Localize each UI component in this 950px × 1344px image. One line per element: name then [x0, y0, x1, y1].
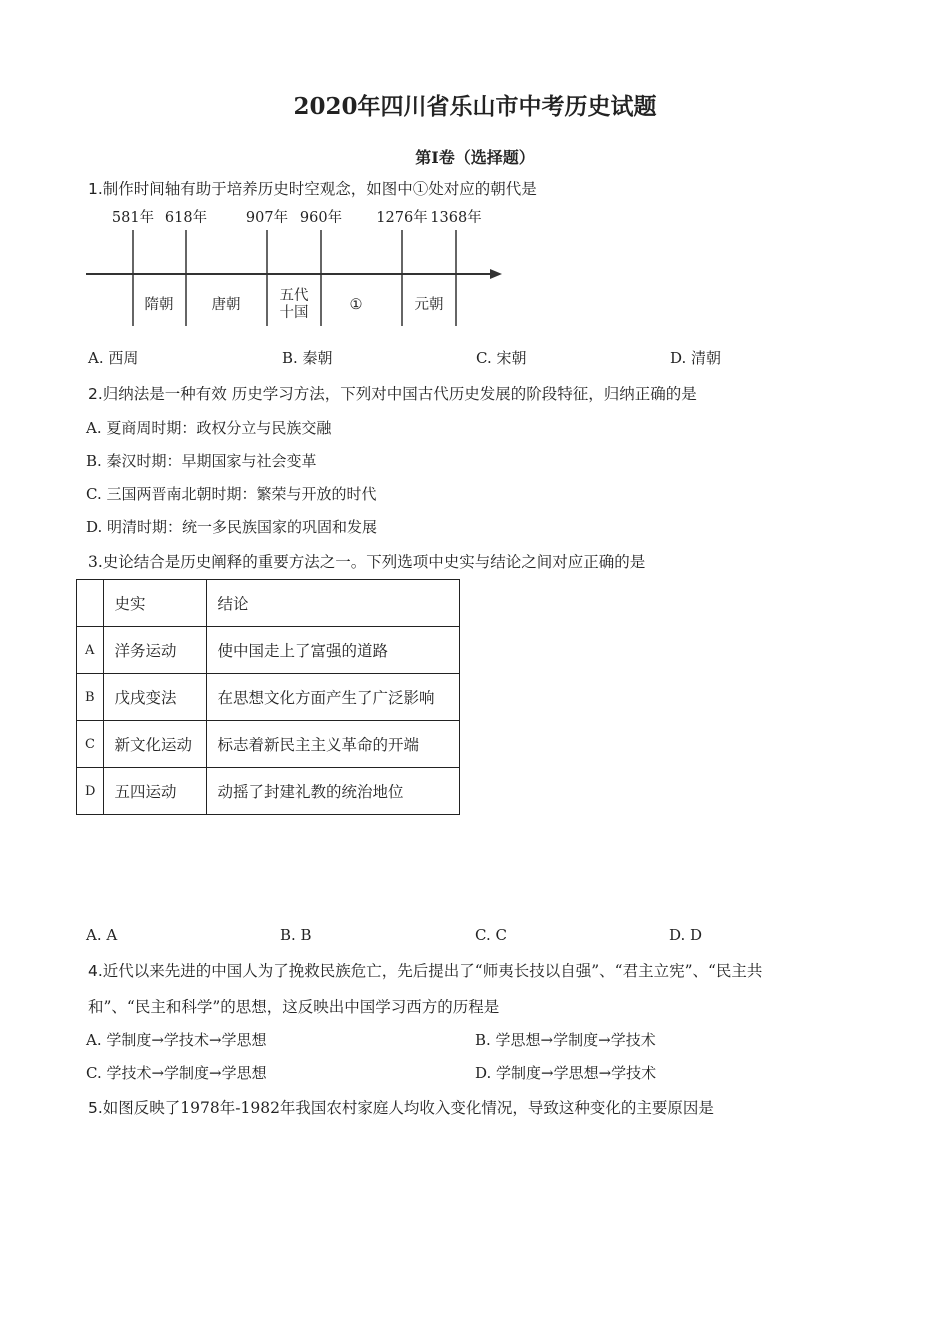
option-c[interactable]: C. 宋朝	[476, 349, 527, 367]
question-4	[88, 959, 762, 981]
option-d[interactable]: D. D	[669, 926, 703, 944]
option-b[interactable]: B. 学思想→学制度→学技术	[475, 1031, 656, 1049]
question-4-continued: 和”、“民主和科学”的思想，这反映出中国学习西方的历程是	[88, 998, 500, 1016]
table-cell: 使中国走上了富强的道路	[207, 627, 460, 674]
option-b[interactable]: B. 秦汉时期：早期国家与社会变革	[86, 452, 317, 470]
table-cell: 在思想文化方面产生了广泛影响	[207, 674, 460, 721]
question-1	[88, 177, 537, 199]
table-header-row	[77, 580, 460, 627]
question-2	[88, 382, 697, 404]
option-c[interactable]: C. 三国两晋南北朝时期：繁荣与开放的时代	[86, 485, 377, 503]
timeline-arrow	[490, 269, 502, 279]
question-text: 如图反映了1978年-1982年我国农村家庭人均收入变化情况，导致这种变化的主要原因是	[102, 1099, 714, 1117]
option-c[interactable]: C. 学技术→学制度→学思想	[86, 1064, 267, 1082]
question-text: 制作时间轴有助于培养历史时空观念，如图中①处对应的朝代是	[102, 180, 537, 198]
option-a[interactable]: A. A	[86, 926, 118, 944]
year-label: 907年	[245, 210, 289, 226]
option-b[interactable]: B. 秦朝	[282, 349, 333, 367]
year-label: 581年	[111, 210, 155, 226]
question-3: 3.史论结合是历史阐释的重要方法之一。下列选项中史实与结论之间对应正确的是	[88, 553, 646, 571]
table-cell: 五四运动	[104, 768, 207, 815]
table-cell: A	[77, 627, 104, 674]
table-cell: D	[77, 768, 104, 815]
table-cell: 新文化运动	[104, 721, 207, 768]
question-5	[88, 1096, 714, 1118]
page-title: 2020年四川省乐山市中考历史试题	[293, 93, 657, 120]
timeline-diagram	[80, 204, 520, 328]
option-a[interactable]: A. 西周	[88, 349, 139, 367]
option-d[interactable]: D. 学制度→学思想→学技术	[475, 1064, 657, 1082]
option-c[interactable]: C. C	[475, 926, 507, 944]
option-b[interactable]: B. B	[280, 926, 312, 944]
question-number: 4.	[88, 962, 103, 980]
question-number: 2.	[88, 385, 103, 403]
option-d[interactable]: D. 清朝	[670, 349, 722, 367]
year-label: 1276年	[376, 210, 428, 226]
period-label: 元朝	[414, 297, 444, 313]
table-row	[77, 721, 460, 768]
year-label: 1368年	[430, 210, 482, 226]
period-label: 十国	[279, 305, 309, 321]
option-a[interactable]: A. 学制度→学技术→学思想	[86, 1031, 267, 1049]
table-cell: B	[77, 674, 104, 721]
option-d[interactable]: D. 明清时期：统一多民族国家的巩固和发展	[86, 518, 378, 536]
option-a[interactable]: A. 夏商周时期：政权分立与民族交融	[86, 419, 332, 437]
period-label: 隋朝	[144, 297, 174, 313]
table-row	[77, 674, 460, 721]
table-header: 结论	[207, 580, 460, 627]
table-cell: 动摇了封建礼教的统治地位	[207, 768, 460, 815]
table-cell: C	[77, 721, 104, 768]
year-label: 960年	[299, 210, 343, 226]
table-row	[77, 768, 460, 815]
question-text: 近代以来先进的中国人为了挽救民族危亡，先后提出了“师夷长技以自强”、“君主立宪”、“民主共	[102, 962, 763, 980]
question-number: 1.	[88, 180, 103, 198]
section-heading: 第Ⅰ卷（选择题）	[415, 148, 535, 167]
period-label-blank: ①	[349, 297, 363, 313]
year-label: 618年	[164, 210, 208, 226]
table-header: 史实	[104, 580, 207, 627]
table-cell: 洋务运动	[104, 627, 207, 674]
table-cell	[77, 580, 104, 627]
question-number: 5.	[88, 1099, 103, 1117]
period-label: 唐朝	[211, 297, 241, 313]
question-text: 归纳法是一种有效 历史学习方法，下列对中国古代历史发展的阶段特征，归纳正确的是	[102, 385, 697, 403]
table-cell: 戊戌变法	[104, 674, 207, 721]
table-cell: 标志着新民主主义革命的开端	[207, 721, 460, 768]
facts-table	[76, 579, 460, 815]
period-label: 五代	[279, 288, 309, 304]
table-row	[77, 627, 460, 674]
